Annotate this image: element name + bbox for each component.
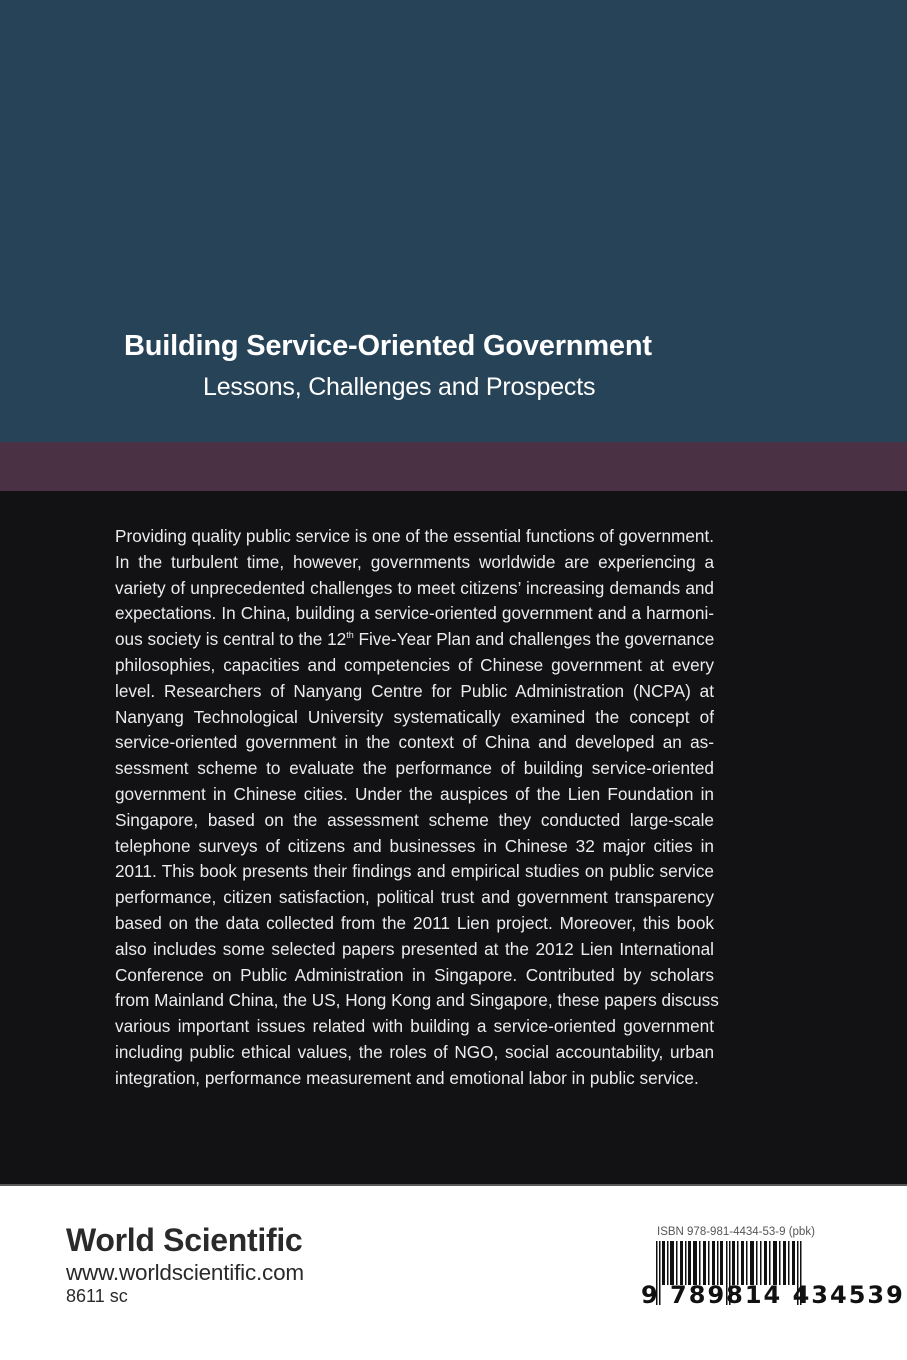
book-title: Building Service-Oriented Government xyxy=(124,330,652,362)
blurb-line: Conference on Public Administration in Singapore. Contributed by scholars xyxy=(115,964,714,985)
blurb-line: based on the data collected from the 2011 Lien project. Moreover, this book xyxy=(115,912,714,933)
publisher-name: World Scientific xyxy=(66,1222,303,1258)
blurb-line: from Mainland China, the US, Hong Kong and Singapore, these papers discuss xyxy=(115,990,719,1011)
divider xyxy=(0,1184,907,1186)
blurb-line: 2011. This book presents their findings and empirical studies on public service xyxy=(115,861,714,882)
blurb-line: telephone surveys of citizens and businesses in Chinese 32 major cities in xyxy=(115,835,714,856)
blurb-line: philosophies, capacities and competencies of Chinese government at every xyxy=(115,654,714,675)
blurb-line: also includes some selected papers presented at the 2012 Lien International xyxy=(115,938,714,959)
blurb-fragment: ous society is central to the 12 xyxy=(115,629,347,650)
barcode-digits: 9 789814 434539 xyxy=(641,1281,905,1309)
blurb-line: expectations. In China, building a service-oriented government and a harmoni- xyxy=(115,603,714,624)
blurb-line: service-oriented government in the context of China and developed an as- xyxy=(115,732,714,753)
blurb-fragment: Five-Year Plan and challenges the governance xyxy=(353,629,715,650)
blurb-line: In the turbulent time, however, governments worldwide are experiencing a xyxy=(115,551,714,572)
ordinal-superscript: th xyxy=(346,630,354,641)
blurb-line: integration, performance measurement and emotional labor in public service. xyxy=(115,1067,699,1088)
blurb-line xyxy=(115,627,714,653)
blurb-line: including public ethical values, the roles of NGO, social accountability, urban xyxy=(115,1041,714,1062)
book-subtitle: Lessons, Challenges and Prospects xyxy=(203,373,596,401)
publisher-website: www.worldscientific.com xyxy=(66,1260,304,1285)
back-cover-blurb xyxy=(115,524,719,1092)
blurb-line: various important issues related with building a service-oriented government xyxy=(115,1016,714,1037)
blurb-line: sessment scheme to evaluate the performance of building service-oriented xyxy=(115,758,714,779)
product-code: 8611 sc xyxy=(66,1286,128,1306)
blurb-line: performance, citizen satisfaction, political trust and government transparency xyxy=(115,887,714,908)
blurb-line: variety of unprecedented challenges to meet citizens’ increasing demands and xyxy=(115,577,714,598)
blurb-line: government in Chinese cities. Under the auspices of the Lien Foundation in xyxy=(115,783,714,804)
blurb-line: Providing quality public service is one of the essential functions of government. xyxy=(115,526,715,546)
blurb-line: Singapore, based on the assessment scheme they conducted large-scale xyxy=(115,809,714,830)
blurb-line: level. Researchers of Nanyang Centre for Public Administration (NCPA) at xyxy=(115,680,714,701)
isbn-label: ISBN 978-981-4434-53-9 (pbk) xyxy=(657,1226,815,1238)
blurb-line: Nanyang Technological University systematically examined the concept of xyxy=(115,706,714,727)
accent-band xyxy=(0,442,907,491)
